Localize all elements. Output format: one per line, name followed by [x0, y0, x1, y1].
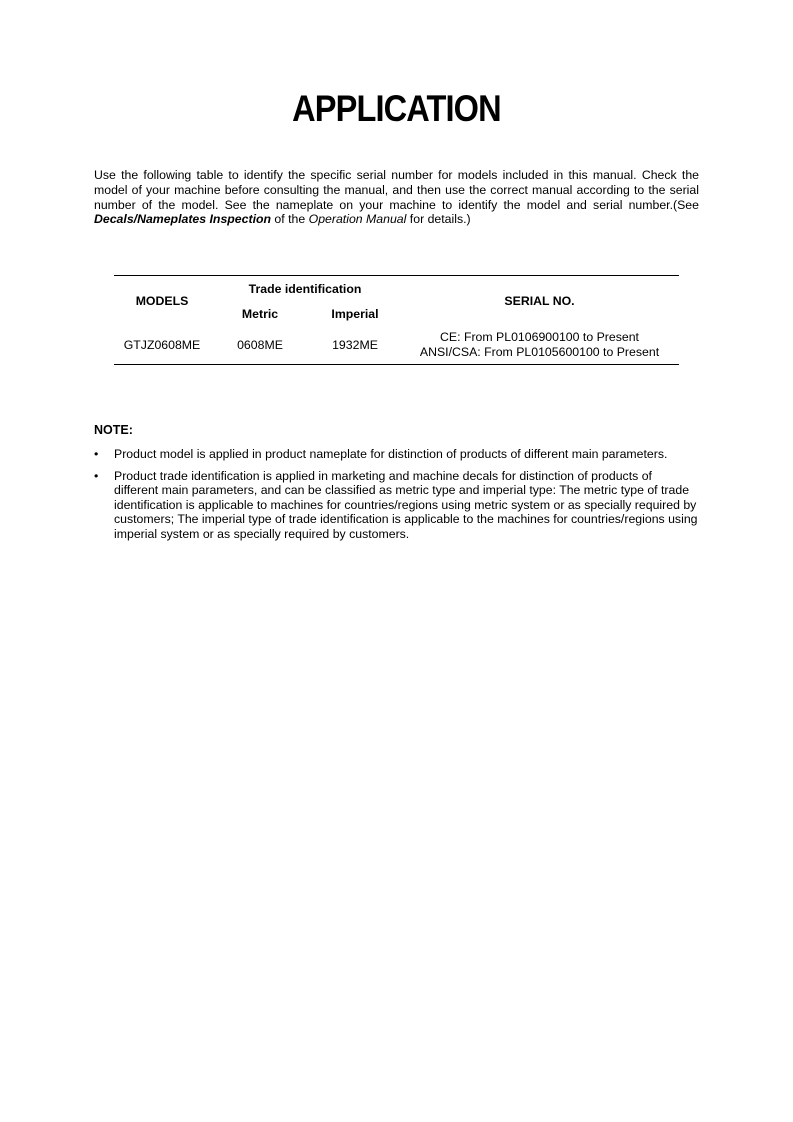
models-header: MODELS — [114, 276, 210, 327]
serial-ce: CE: From PL0106900100 to Present — [440, 330, 639, 344]
note-item-text: Product trade identification is applied in marketing and machine decals for distinction of products of different main parameters, and can be classified as metric type and imperial type: The metric type of trade identification is applicable to machines for countries/regions using metric system or as specially required by customers; The imperial type of trade identification is applicable to the machines for countries/regions using imperial system or as specially required by customers. — [114, 468, 698, 541]
list-item — [94, 469, 699, 542]
note-list — [94, 447, 699, 549]
serial-ansi: ANSI/CSA: From PL0105600100 to Present — [419, 345, 660, 359]
metric-header: Metric — [241, 307, 279, 321]
imperial-header: Imperial — [331, 307, 379, 321]
intro-text-3: for details.) — [406, 212, 471, 227]
decals-nameplates-reference: Decals/Nameplates Inspection — [94, 212, 272, 227]
bullet-icon: • — [94, 468, 99, 483]
note-title: NOTE: — [94, 423, 133, 437]
intro-paragraph — [94, 168, 699, 227]
page-title: APPLICATION — [292, 88, 501, 129]
serial-cell — [400, 326, 679, 365]
operation-manual-reference: Operation Manual — [308, 212, 407, 227]
note-item-text: Product model is applied in product nameplate for distinction of products of different main parameters. — [114, 447, 668, 461]
serial-number-table — [114, 275, 679, 365]
intro-text-1: Use the following table to identify the specific serial number for models included in this manual. Check the model of your machine before consulting the manual, and then use the correct manual according to the serial number of the model. See the nameplate on your machine to identify the model and serial number.(See — [94, 168, 699, 212]
trade-identification-header: Trade identification — [210, 276, 400, 303]
table-row — [114, 326, 679, 365]
imperial-cell: 1932ME — [310, 326, 400, 365]
intro-text-2: of the — [271, 212, 309, 227]
metric-cell: 0608ME — [210, 326, 310, 365]
list-item — [94, 447, 699, 462]
bullet-icon: • — [94, 447, 99, 461]
model-cell: GTJZ0608ME — [114, 326, 210, 365]
table-header-row — [114, 276, 679, 303]
serial-no-header: SERIAL NO. — [400, 276, 679, 327]
